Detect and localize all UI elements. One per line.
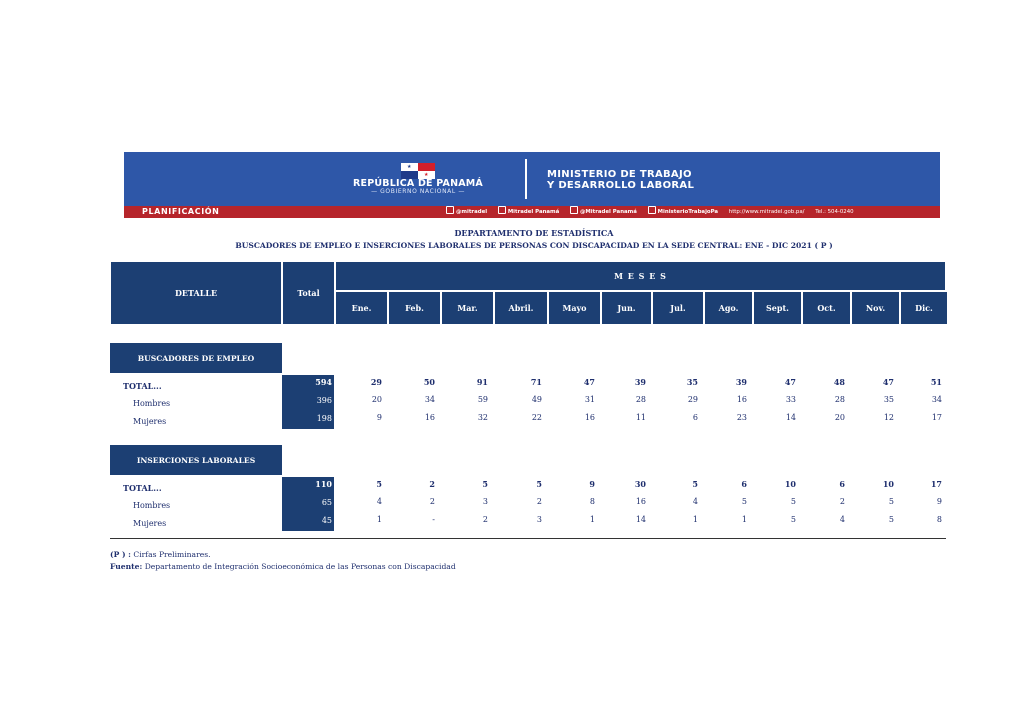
month-value: 5 — [741, 497, 747, 506]
month-value: 20 — [371, 395, 382, 404]
month-value: 5 — [790, 497, 796, 506]
social-links — [446, 206, 863, 218]
month-value: 59 — [477, 395, 488, 404]
row-total: 396 — [282, 393, 334, 411]
month-value: 50 — [423, 377, 435, 387]
row-total: 110 — [282, 477, 334, 495]
month-value: 1 — [692, 515, 698, 524]
month-value: 10 — [882, 479, 894, 489]
instagram-handle: @Mitradel Panamá — [570, 209, 637, 215]
month-value: 51 — [930, 377, 942, 387]
ministry-banner — [124, 152, 940, 218]
government-subtitle: — GOBIERNO NACIONAL — — [371, 188, 465, 195]
month-value: 35 — [686, 377, 698, 387]
month-value: 2 — [839, 497, 845, 506]
month-value: 30 — [634, 479, 646, 489]
month-value: 4 — [839, 515, 845, 524]
row-total: 198 — [282, 411, 334, 429]
month-value: 9 — [376, 413, 382, 422]
months-header: M E S E S — [335, 261, 946, 291]
month-value: 16 — [635, 497, 646, 506]
month-value: 11 — [635, 413, 646, 422]
month-value: 8 — [936, 515, 942, 524]
month-value: 3 — [536, 515, 542, 524]
total-header: Total — [282, 261, 335, 325]
instagram-icon — [570, 206, 578, 214]
month-value: 39 — [634, 377, 646, 387]
month-value: 23 — [736, 413, 747, 422]
month-value: 22 — [531, 413, 542, 422]
month-value: 1 — [589, 515, 595, 524]
month-value: 4 — [376, 497, 382, 506]
month-value: 34 — [424, 395, 435, 404]
section-header: BUSCADORES DE EMPLEO — [110, 343, 282, 373]
month-value: 34 — [931, 395, 942, 404]
month-value: 48 — [833, 377, 845, 387]
month-value: 39 — [735, 377, 747, 387]
month-value: 2 — [482, 515, 488, 524]
month-value: 9 — [936, 497, 942, 506]
month-header: Sept. — [753, 291, 802, 325]
month-value: 14 — [635, 515, 646, 524]
month-value: 3 — [482, 497, 488, 506]
row-label: TOTAL... — [123, 483, 162, 493]
month-header: Mar. — [441, 291, 494, 325]
detail-header: DETALLE — [110, 261, 282, 325]
month-value: 12 — [883, 413, 894, 422]
youtube-handle: MinisterioTrabajoPa — [648, 209, 718, 215]
department-title: DEPARTAMENTO DE ESTADÍSTICA — [454, 228, 614, 238]
month-header: Dic. — [900, 291, 948, 325]
month-value: 4 — [692, 497, 698, 506]
month-value: 16 — [736, 395, 747, 404]
section-header: INSERCIONES LABORALES — [110, 445, 282, 475]
month-value: 8 — [589, 497, 595, 506]
month-value: 17 — [930, 479, 942, 489]
month-header: Oct. — [802, 291, 851, 325]
month-value: 9 — [589, 479, 595, 489]
month-value: 1 — [741, 515, 747, 524]
ministry-title: MINISTERIO DE TRABAJO Y DESARROLLO LABORAL — [547, 169, 695, 191]
month-header: Jun. — [601, 291, 652, 325]
banner-main — [124, 152, 940, 206]
month-value: 6 — [692, 413, 698, 422]
month-value: 20 — [834, 413, 845, 422]
phone-number: Tel.: 504-0240 — [815, 209, 854, 215]
month-header: Ago. — [704, 291, 753, 325]
month-value: 2 — [429, 479, 435, 489]
twitter-handle: @mitradel — [446, 209, 487, 215]
report-title: BUSCADORES DE EMPLEO E INSERCIONES LABORALES DE PERSONAS CON DISCAPACIDAD EN LA SEDE CENTRAL: ENE - DIC 2021 ( P ) — [235, 241, 833, 250]
row-total: 594 — [282, 375, 334, 393]
month-value: 14 — [785, 413, 796, 422]
table-bottom-rule — [110, 538, 946, 539]
section-label: PLANIFICACIÓN — [142, 207, 220, 216]
month-value: 5 — [888, 497, 894, 506]
website-link[interactable]: http://www.mitradel.gob.pa/ — [728, 209, 805, 215]
month-value: 32 — [477, 413, 488, 422]
month-value: 91 — [476, 377, 488, 387]
month-header: Feb. — [388, 291, 441, 325]
row-label: Mujeres — [133, 519, 167, 528]
month-value: 47 — [583, 377, 595, 387]
row-label: Hombres — [133, 501, 171, 510]
month-value: 6 — [741, 479, 747, 489]
month-value: 28 — [834, 395, 845, 404]
row-total: 65 — [282, 495, 334, 513]
month-value: 5 — [790, 515, 796, 524]
month-value: 47 — [882, 377, 894, 387]
month-value: 47 — [784, 377, 796, 387]
row-label: Hombres — [133, 399, 171, 408]
month-value: 5 — [888, 515, 894, 524]
month-value: 5 — [482, 479, 488, 489]
month-value: 10 — [784, 479, 796, 489]
preliminary-note: (P ) : Cirfas Preliminares. — [110, 550, 211, 559]
month-value: 2 — [536, 497, 542, 506]
row-label: TOTAL... — [123, 381, 162, 391]
month-value: 5 — [376, 479, 382, 489]
month-header: Mayo — [548, 291, 601, 325]
panama-flag-icon: ★ ★ — [401, 163, 435, 179]
month-value: - — [432, 515, 435, 524]
month-header: Ene. — [335, 291, 388, 325]
facebook-handle: Mitradel Panamá — [498, 209, 560, 215]
month-header: Nov. — [851, 291, 900, 325]
facebook-icon — [498, 206, 506, 214]
youtube-icon — [648, 206, 656, 214]
banner-divider — [525, 159, 527, 199]
month-value: 35 — [883, 395, 894, 404]
month-value: 2 — [429, 497, 435, 506]
month-value: 5 — [692, 479, 698, 489]
month-value: 16 — [584, 413, 595, 422]
month-value: 29 — [370, 377, 382, 387]
month-header: Jul. — [652, 291, 704, 325]
month-value: 28 — [635, 395, 646, 404]
month-value: 5 — [536, 479, 542, 489]
month-value: 17 — [931, 413, 942, 422]
month-value: 49 — [531, 395, 542, 404]
month-value: 71 — [530, 377, 542, 387]
row-total: 45 — [282, 513, 334, 531]
row-label: Mujeres — [133, 417, 167, 426]
source-note: Fuente: Departamento de Integración Socioeconómica de las Personas con Discapacidad — [110, 562, 456, 571]
month-value: 6 — [839, 479, 845, 489]
month-header: Abril. — [494, 291, 548, 325]
month-value: 1 — [376, 515, 382, 524]
month-value: 31 — [584, 395, 595, 404]
banner-strip — [124, 206, 940, 218]
republic-title: REPÚBLICA DE PANAMÁ — [353, 178, 483, 189]
month-value: 16 — [424, 413, 435, 422]
twitter-icon — [446, 206, 454, 214]
month-value: 29 — [687, 395, 698, 404]
month-value: 33 — [785, 395, 796, 404]
